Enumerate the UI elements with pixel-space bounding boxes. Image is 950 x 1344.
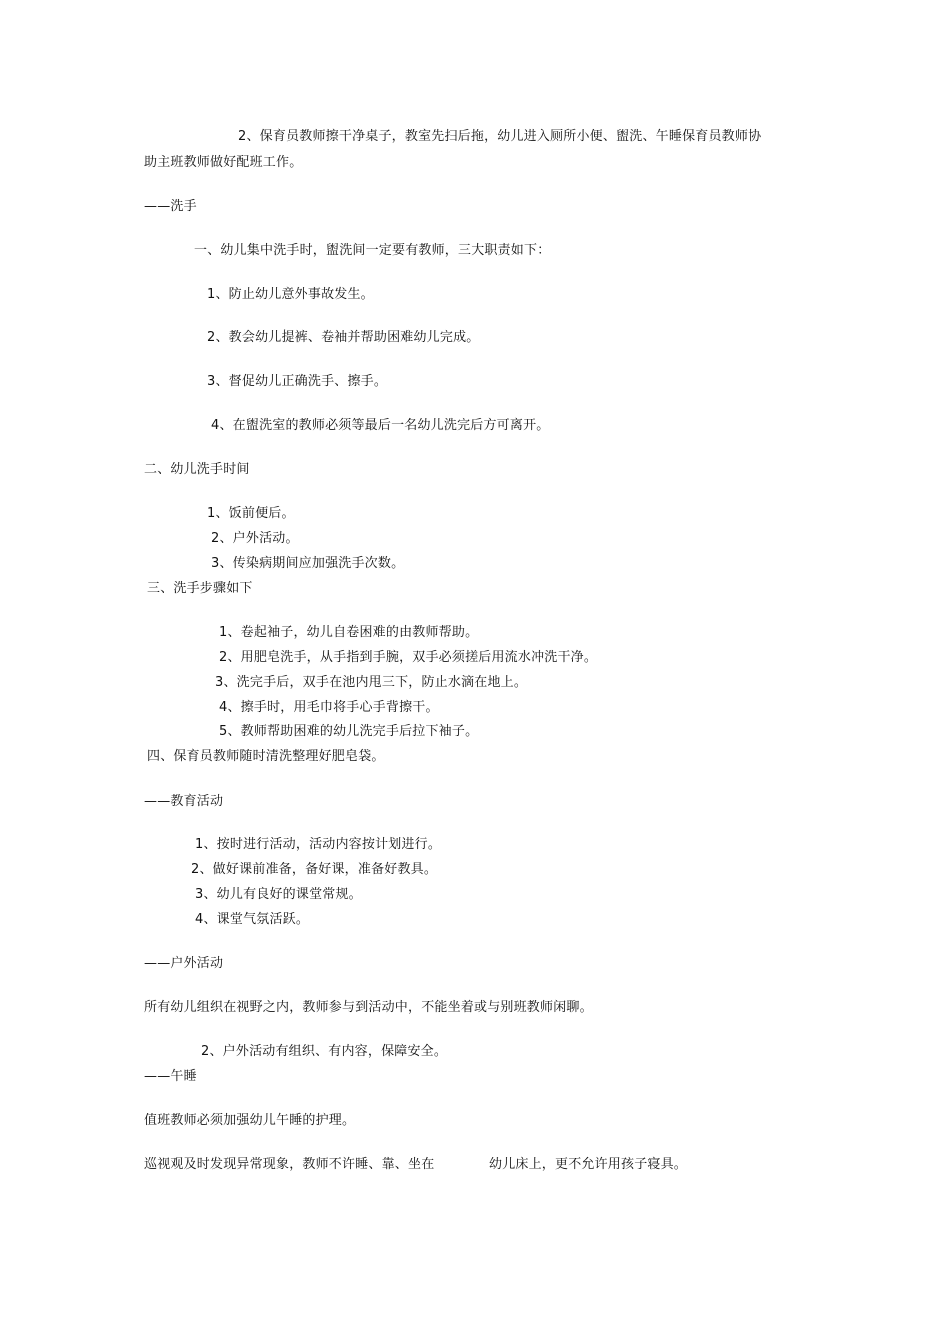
intro-line-1: 2、保育员教师擦干净桌子，教室先扫后拖，幼儿进入厕所小便、盥洗、午睡保育员教师协 bbox=[238, 129, 762, 144]
handwashing-section2-title: 二、幼儿洗手时间 bbox=[144, 462, 250, 477]
education-item: 1、按时进行活动，活动内容按计划进行。 bbox=[195, 837, 442, 852]
education-item: 4、课堂气氛活跃。 bbox=[195, 912, 310, 927]
handwashing-section3-item: 2、用肥皂洗手，从手指到手腕，双手必须搓后用流水冲洗干净。 bbox=[219, 650, 598, 665]
handwashing-section1-item: 3、督促幼儿正确洗手、擦手。 bbox=[207, 374, 388, 389]
handwashing-section4-title: 四、保育员教师随时清洗整理好肥皂袋。 bbox=[147, 749, 385, 764]
section-heading-outdoor: ——户外活动 bbox=[144, 956, 224, 971]
handwashing-section1-title: 一、幼儿集中洗手时，盥洗间一定要有教师，三大职责如下： bbox=[194, 243, 551, 258]
nap-paragraph-2a: 巡视观及时发现异常现象，教师不许睡、靠、坐在 bbox=[144, 1157, 435, 1172]
intro-line-2: 助主班教师做好配班工作。 bbox=[144, 155, 303, 170]
education-item: 3、幼儿有良好的课堂常规。 bbox=[195, 887, 362, 902]
nap-paragraph-2b: 幼儿床上，更不允许用孩子寝具。 bbox=[489, 1157, 688, 1172]
handwashing-section3-item: 3、洗完手后，双手在池内甩三下，防止水滴在地上。 bbox=[215, 675, 528, 690]
handwashing-section3-item: 1、卷起袖子，幼儿自卷困难的由教师帮助。 bbox=[219, 625, 479, 640]
outdoor-item: 2、户外活动有组织、有内容，保障安全。 bbox=[201, 1044, 448, 1059]
handwashing-section2-item: 2、户外活动。 bbox=[211, 531, 299, 546]
handwashing-section3-item: 4、擦手时，用毛巾将手心手背擦干。 bbox=[219, 700, 439, 715]
section-heading-education: ——教育活动 bbox=[144, 794, 224, 809]
education-item: 2、做好课前准备，备好课，准备好教具。 bbox=[191, 862, 438, 877]
outdoor-paragraph: 所有幼儿组织在视野之内，教师参与到活动中，不能坐着或与别班教师闲聊。 bbox=[144, 1000, 593, 1015]
handwashing-section1-item: 1、防止幼儿意外事故发生。 bbox=[207, 287, 374, 302]
handwashing-section2-item: 3、传染病期间应加强洗手次数。 bbox=[211, 556, 405, 571]
nap-paragraph-1: 值班教师必须加强幼儿午睡的护理。 bbox=[144, 1113, 356, 1128]
handwashing-section1-item: 2、教会幼儿提裤、卷袖并帮助困难幼儿完成。 bbox=[207, 330, 480, 345]
handwashing-section2-item: 1、饭前便后。 bbox=[207, 506, 295, 521]
section-heading-nap: ——午睡 bbox=[144, 1069, 197, 1084]
handwashing-section1-item: 4、在盥洗室的教师必须等最后一名幼儿洗完后方可离开。 bbox=[211, 418, 550, 433]
handwashing-section3-item: 5、教师帮助困难的幼儿洗完手后拉下袖子。 bbox=[219, 724, 479, 739]
handwashing-section3-title: 三、洗手步骤如下 bbox=[147, 581, 253, 596]
section-heading-handwashing: ——洗手 bbox=[144, 199, 197, 214]
